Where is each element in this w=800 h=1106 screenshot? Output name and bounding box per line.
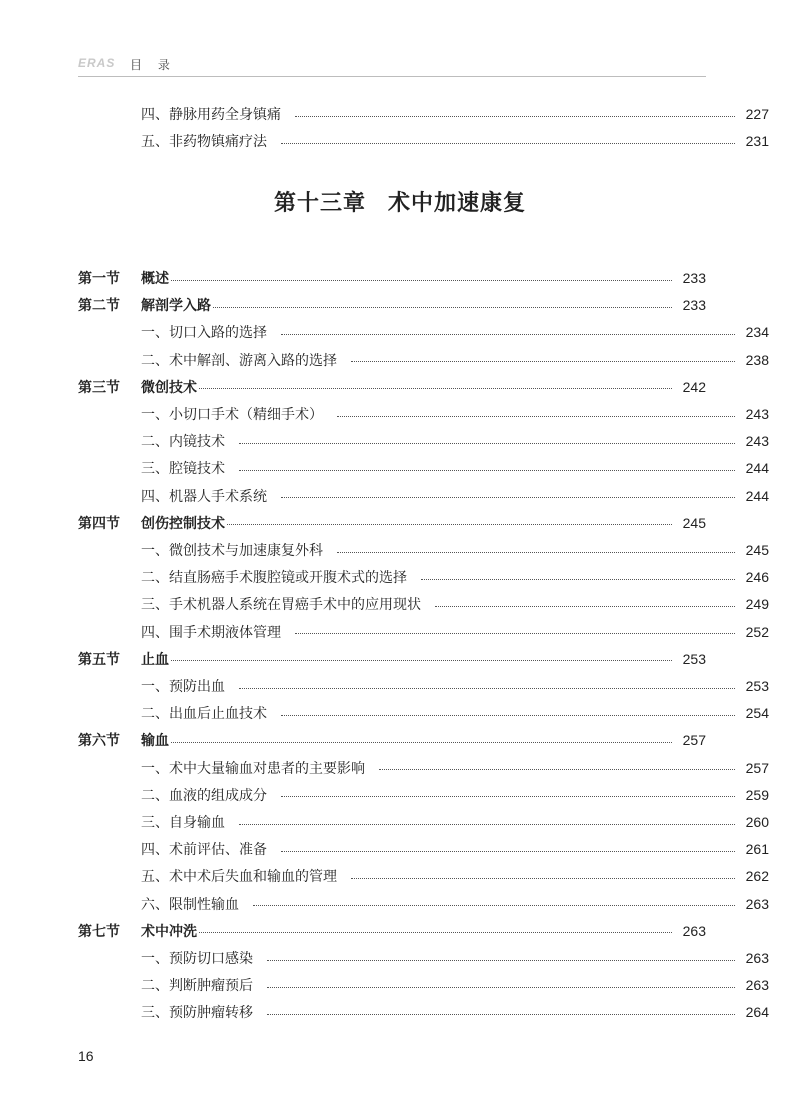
dot-leader bbox=[239, 470, 735, 471]
dot-leader bbox=[351, 878, 735, 879]
toc-entry-page: 263 bbox=[745, 977, 769, 994]
dot-leader bbox=[239, 443, 735, 444]
dot-leader bbox=[295, 633, 735, 634]
toc-entry[interactable] bbox=[78, 784, 769, 806]
toc-entry[interactable] bbox=[78, 621, 769, 643]
toc-section-number: 第四节 bbox=[78, 515, 120, 532]
dot-leader bbox=[379, 769, 735, 770]
toc-section-entry[interactable] bbox=[78, 729, 706, 751]
dot-leader bbox=[281, 497, 735, 498]
toc-entry[interactable] bbox=[78, 865, 769, 887]
brand-logo: ERAS bbox=[78, 56, 116, 70]
toc-entry[interactable] bbox=[78, 457, 769, 479]
chapter-title: 术中加速康复 bbox=[388, 191, 527, 216]
toc-section-number: 第六节 bbox=[78, 733, 120, 750]
toc-section-entry[interactable] bbox=[78, 376, 706, 398]
toc-entry-page: 231 bbox=[745, 133, 769, 149]
toc-entry-title: 二、术中解剖、游离入路的选择 bbox=[141, 352, 337, 369]
toc-entry-title: 四、静脉用药全身镇痛 bbox=[141, 107, 281, 123]
page-number: 16 bbox=[78, 1048, 94, 1064]
toc-entry-page: 227 bbox=[745, 106, 769, 122]
dot-leader bbox=[213, 307, 672, 308]
toc-entry-title: 止血 bbox=[141, 651, 169, 668]
dot-leader bbox=[199, 388, 672, 389]
toc-entry[interactable] bbox=[78, 485, 769, 507]
toc-entry-title: 二、出血后止血技术 bbox=[141, 706, 267, 723]
toc-entry[interactable] bbox=[78, 947, 769, 969]
toc-entry-page: 246 bbox=[745, 569, 769, 586]
header-title: 目 录 bbox=[130, 58, 176, 72]
toc-entry-page: 263 bbox=[745, 895, 769, 912]
toc-section-entry[interactable] bbox=[78, 920, 706, 942]
dot-leader bbox=[267, 1014, 735, 1015]
dot-leader bbox=[199, 932, 672, 933]
toc-section-entry[interactable] bbox=[78, 294, 706, 316]
toc-entry[interactable] bbox=[78, 811, 769, 833]
toc-section-number: 第二节 bbox=[78, 298, 120, 315]
toc-entry[interactable] bbox=[78, 757, 769, 779]
dot-leader bbox=[435, 606, 735, 607]
toc-entry[interactable] bbox=[78, 702, 769, 724]
toc-entry-page: 242 bbox=[682, 378, 706, 395]
toc-entry[interactable] bbox=[78, 675, 769, 697]
toc-entry-title: 概述 bbox=[141, 271, 169, 287]
toc-entry-title: 二、血液的组成成分 bbox=[141, 787, 267, 804]
toc-entry-title: 解剖学入路 bbox=[141, 298, 211, 315]
toc-section-entry[interactable] bbox=[78, 512, 706, 534]
toc-entry-title: 微创技术 bbox=[141, 379, 197, 396]
toc-entry-page: 233 bbox=[682, 270, 706, 286]
toc-entry-page: 260 bbox=[745, 814, 769, 830]
dot-leader bbox=[421, 579, 735, 580]
toc-entry-page: 234 bbox=[745, 324, 769, 341]
dot-leader bbox=[337, 552, 735, 553]
toc-entry-title: 创伤控制技术 bbox=[141, 515, 225, 532]
toc-section-number: 第一节 bbox=[78, 271, 120, 287]
dot-leader bbox=[281, 334, 735, 335]
toc-entry-page: 264 bbox=[745, 1004, 769, 1021]
toc-entry-title: 输血 bbox=[141, 733, 169, 750]
dot-leader bbox=[295, 116, 735, 117]
toc-entry-title: 二、内镜技术 bbox=[141, 434, 225, 451]
dot-leader bbox=[253, 905, 735, 906]
toc-entry[interactable] bbox=[78, 130, 769, 152]
toc-entry-page: 263 bbox=[745, 950, 769, 966]
toc-entry-title: 一、预防切口感染 bbox=[141, 951, 253, 967]
toc-entry-title: 三、腔镜技术 bbox=[141, 461, 225, 478]
toc-entry-page: 238 bbox=[745, 351, 769, 368]
toc-entry-title: 一、预防出血 bbox=[141, 679, 225, 695]
toc-entry[interactable] bbox=[78, 539, 769, 561]
chapter-number: 第十三章 bbox=[273, 191, 366, 216]
toc-entry-title: 三、预防肿瘤转移 bbox=[141, 1005, 253, 1022]
toc-entry-page: 233 bbox=[682, 297, 706, 314]
toc-entry-title: 五、非药物镇痛疗法 bbox=[141, 134, 267, 150]
toc-entry-title: 四、围手术期液体管理 bbox=[141, 624, 281, 641]
toc-entry-title: 二、结直肠癌手术腹腔镜或开腹术式的选择 bbox=[141, 570, 407, 587]
toc-entry-title: 一、微创技术与加速康复外科 bbox=[141, 543, 323, 559]
dot-leader bbox=[267, 987, 735, 988]
toc-entry[interactable] bbox=[78, 321, 769, 343]
toc-entry-page: 243 bbox=[745, 433, 769, 450]
toc-entry-page: 263 bbox=[682, 922, 706, 939]
toc-entry-page: 262 bbox=[745, 868, 769, 885]
toc-entry-page: 243 bbox=[745, 406, 769, 422]
toc-entry[interactable] bbox=[78, 566, 769, 588]
toc-entry[interactable] bbox=[78, 893, 769, 915]
dot-leader bbox=[171, 742, 672, 743]
chapter-heading bbox=[0, 186, 800, 217]
dot-leader bbox=[281, 715, 735, 716]
toc-entry-page: 257 bbox=[745, 759, 769, 776]
toc-entry-page: 261 bbox=[745, 841, 769, 858]
toc-section-entry[interactable] bbox=[78, 267, 706, 289]
toc-entry-page: 254 bbox=[745, 705, 769, 722]
dot-leader bbox=[281, 143, 735, 144]
toc-entry-title: 一、小切口手术（精细手术） bbox=[141, 407, 323, 423]
toc-entry-page: 244 bbox=[745, 487, 769, 504]
toc-entry[interactable] bbox=[78, 838, 769, 860]
toc-entry-title: 二、判断肿瘤预后 bbox=[141, 978, 253, 995]
toc-entry-title: 三、手术机器人系统在胃癌手术中的应用现状 bbox=[141, 597, 421, 614]
toc-entry[interactable] bbox=[78, 1001, 769, 1023]
toc-entry-title: 六、限制性输血 bbox=[141, 896, 239, 913]
toc-section-number: 第七节 bbox=[78, 923, 120, 940]
toc-section-number: 第三节 bbox=[78, 379, 120, 396]
dot-leader bbox=[171, 280, 672, 281]
dot-leader bbox=[239, 688, 735, 689]
toc-entry-page: 245 bbox=[682, 514, 706, 531]
toc-entry-title: 一、切口入路的选择 bbox=[141, 325, 267, 342]
dot-leader bbox=[281, 851, 735, 852]
toc-entry-page: 257 bbox=[682, 732, 706, 749]
toc-entry[interactable] bbox=[78, 593, 769, 615]
dot-leader bbox=[227, 524, 672, 525]
toc-entry-title: 术中冲洗 bbox=[141, 923, 197, 940]
toc-entry-title: 三、自身输血 bbox=[141, 815, 225, 831]
toc-entry-page: 253 bbox=[745, 678, 769, 694]
dot-leader bbox=[337, 416, 735, 417]
toc-entry-page: 259 bbox=[745, 786, 769, 803]
toc-entry[interactable] bbox=[78, 430, 769, 452]
toc-entry-title: 一、术中大量输血对患者的主要影响 bbox=[141, 760, 365, 777]
toc-entry-title: 四、术前评估、准备 bbox=[141, 842, 267, 859]
toc-entry-title: 四、机器人手术系统 bbox=[141, 488, 267, 505]
dot-leader bbox=[281, 796, 735, 797]
dot-leader bbox=[171, 660, 672, 661]
toc-entry-page: 244 bbox=[745, 460, 769, 477]
toc-entry[interactable] bbox=[78, 403, 769, 425]
running-header bbox=[78, 56, 706, 77]
toc-entry[interactable] bbox=[78, 974, 769, 996]
toc-entry[interactable] bbox=[78, 349, 769, 371]
dot-leader bbox=[267, 960, 735, 961]
toc-entry[interactable] bbox=[78, 103, 769, 125]
dot-leader bbox=[239, 824, 735, 825]
toc-entry-page: 252 bbox=[745, 623, 769, 640]
toc-section-number: 第五节 bbox=[78, 651, 120, 668]
toc-entry-title: 五、术中术后失血和输血的管理 bbox=[141, 869, 337, 886]
toc-entry-page: 253 bbox=[682, 650, 706, 667]
toc-entry-page: 249 bbox=[745, 596, 769, 613]
toc-entry-page: 245 bbox=[745, 542, 769, 558]
dot-leader bbox=[351, 361, 735, 362]
toc-section-entry[interactable] bbox=[78, 648, 706, 670]
